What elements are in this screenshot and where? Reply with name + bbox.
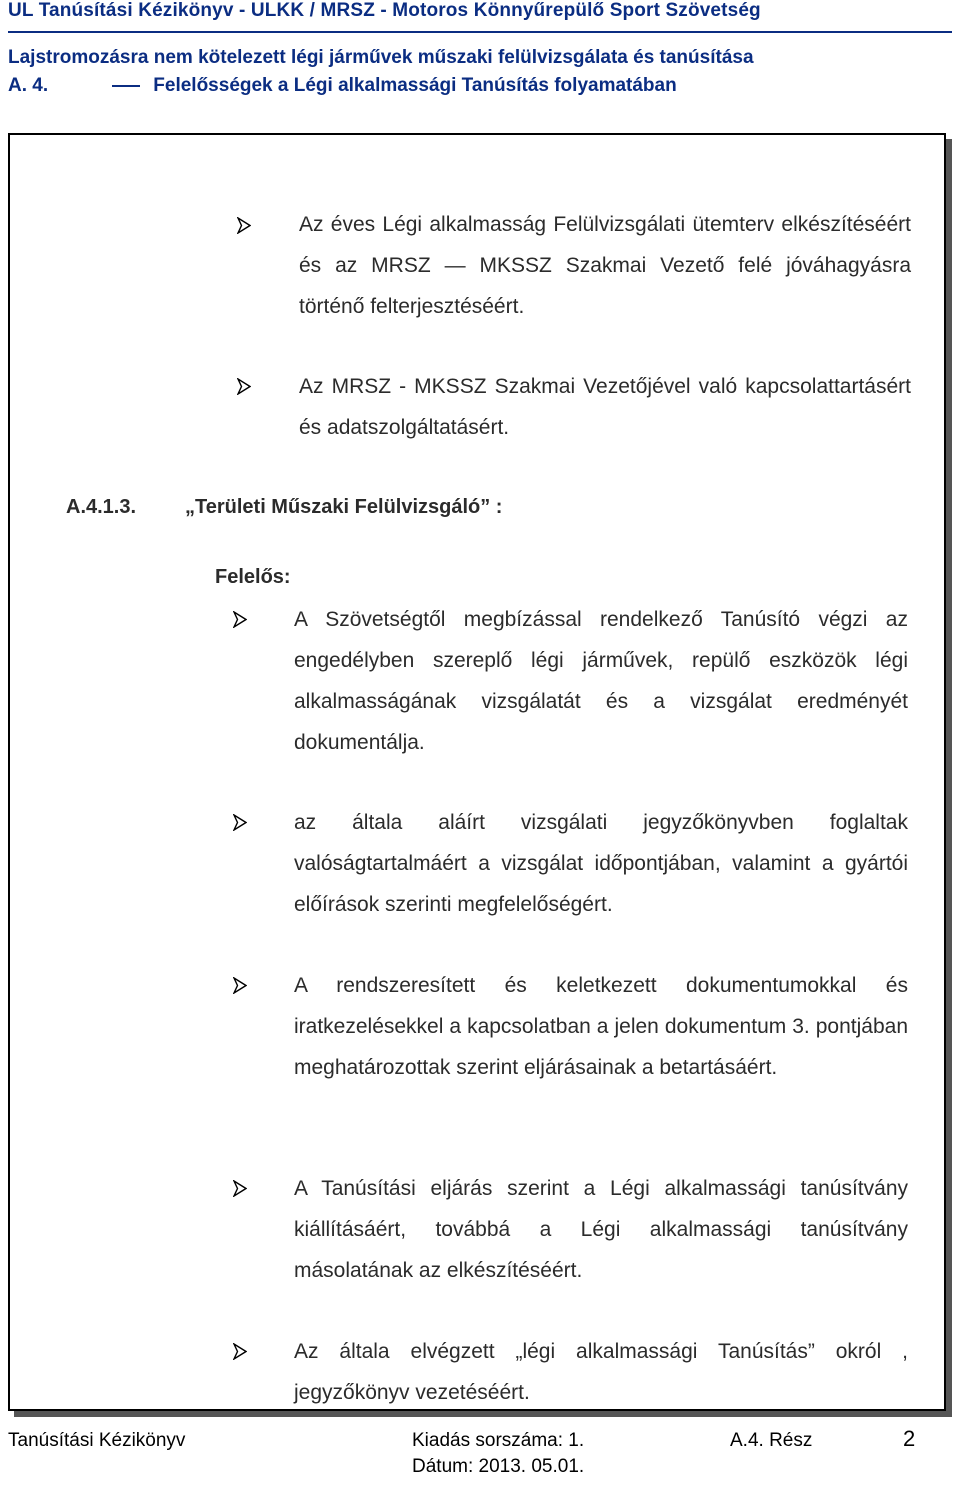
section-number: A.4.1.3. bbox=[66, 496, 137, 518]
footer-manual-name: Tanúsítási Kézikönyv bbox=[8, 1430, 186, 1451]
arrowhead-bullet-icon bbox=[237, 217, 251, 234]
arrowhead-bullet-icon bbox=[233, 1180, 247, 1197]
list-item: az általa aláírt vizsgálati jegyzőkönyvben foglaltak valóságtartalmáért a vizsgálat időpontjában, valamint a gyártói előírások szerinti megfelelőségért. bbox=[294, 811, 908, 916]
document-header-title: UL Tanúsítási Kézikönyv - ULKK / MRSZ - Motoros Könnyűrepülő Sport Szövetség bbox=[8, 0, 761, 21]
responsible-label: Felelős: bbox=[215, 566, 291, 588]
list-item: A Szövetségtől megbízással rendelkező Tanúsító végzi az engedélyben szereplő légi járművek, repülő eszközök légi alkalmasságának vizsgálatát és a vizsgálat eredményét dokumentálja. bbox=[294, 608, 908, 754]
arrowhead-bullet-icon bbox=[233, 611, 247, 628]
arrowhead-bullet-icon bbox=[233, 977, 247, 994]
footer-date: Dátum: 2013. 05.01. bbox=[412, 1456, 585, 1477]
chapter-dash bbox=[112, 85, 140, 87]
list-item: Az általa elvégzett „légi alkalmassági Tanúsítás” okról , jegyzőkönyv vezetéséért. bbox=[294, 1340, 908, 1404]
footer-page-number: 2 bbox=[903, 1426, 916, 1451]
list-item: Az éves Légi alkalmasság Felülvizsgálati ütemterv elkészítéséért és az MRSZ — MKSSZ Szakmai Vezető felé jóváhagyásra történő felterjesztéséért. bbox=[299, 213, 911, 318]
list-item: A Tanúsítási eljárás szerint a Légi alkalmassági tanúsítvány kiállításáért, továbbá a Légi alkalmassági tanúsítvány másolatának az elkészítéséért. bbox=[294, 1177, 908, 1282]
arrowhead-bullet-icon bbox=[233, 1343, 247, 1360]
footer-part: A.4. Rész bbox=[730, 1430, 813, 1451]
arrowhead-bullet-icon bbox=[237, 378, 251, 395]
list-item: Az MRSZ - MKSSZ Szakmai Vezetőjével való kapcsolattartásért és adatszolgáltatásért. bbox=[299, 375, 911, 439]
chapter-title: Felelősségek a Légi alkalmassági Tanúsítás folyamatában bbox=[153, 75, 677, 96]
chapter-heading bbox=[8, 75, 677, 97]
header-divider bbox=[8, 31, 952, 33]
arrowhead-bullet-icon bbox=[233, 814, 247, 831]
list-item: A rendszeresített és keletkezett dokumentumokkal és iratkezelésekkel a kapcsolatban a jelen dokumentum 3. pontjában meghatározottak szerint eljárásainak a betartásáért. bbox=[294, 974, 908, 1079]
section-title: „Területi Műszaki Felülvizsgáló” : bbox=[185, 496, 503, 518]
document-subtitle: Lajstromozásra nem kötelezett légi járművek műszaki felülvizsgálata és tanúsítása bbox=[8, 47, 754, 68]
chapter-number: A. 4. bbox=[8, 75, 49, 96]
footer-issue-number: Kiadás sorszáma: 1. bbox=[412, 1430, 585, 1451]
